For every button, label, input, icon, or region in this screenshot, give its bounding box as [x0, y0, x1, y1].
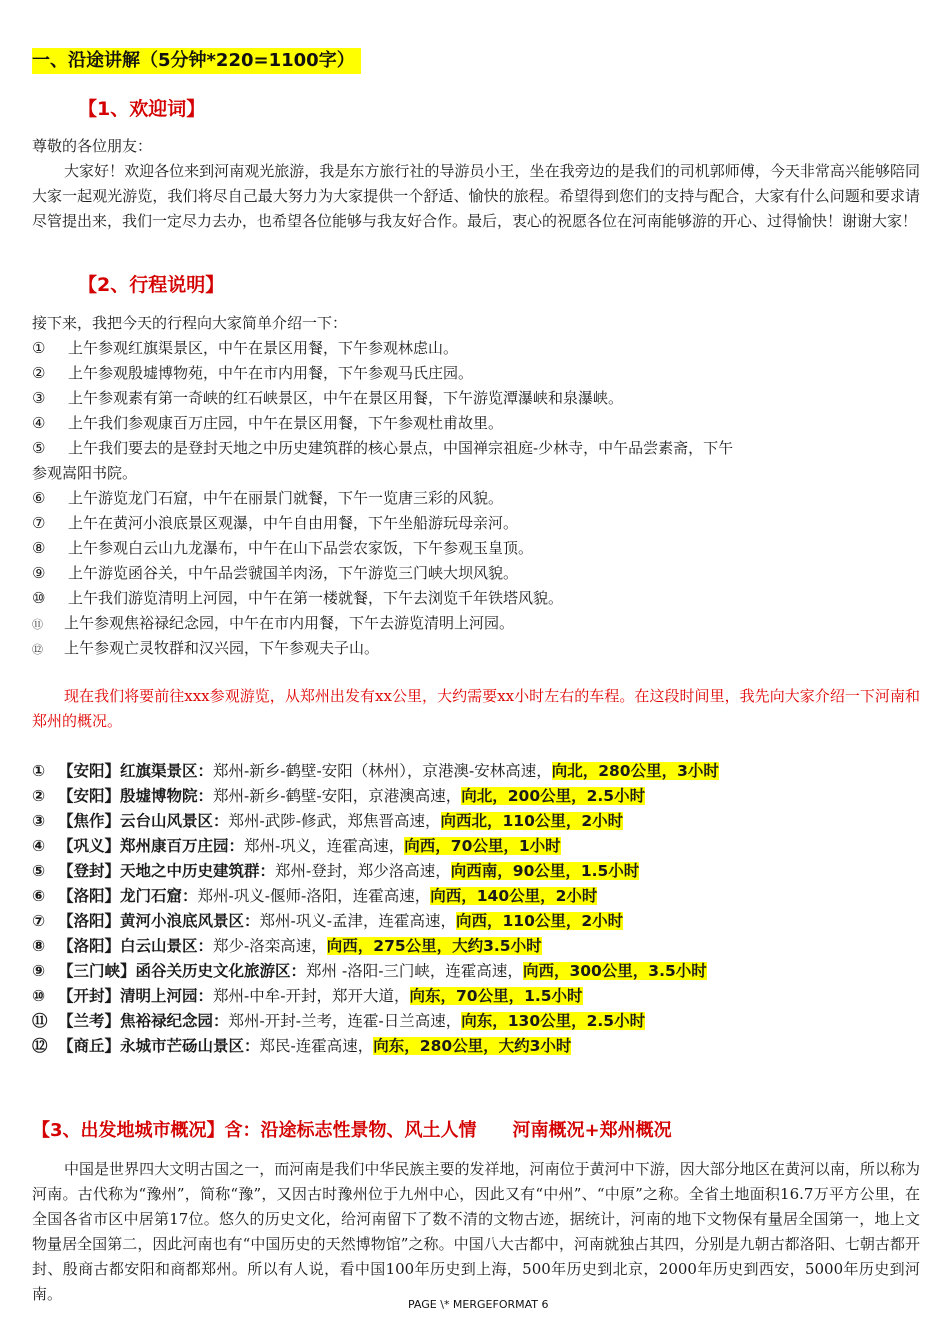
itinerary-item: ① 上午参观红旗渠景区，中午在景区用餐，下午参观林虑山。: [32, 339, 459, 357]
transition-text: 现在我们将要前往xxx参观游览，从郑州出发有xx公里，大约需要xx小时左右的车程。在这段时间里，我先向大家介绍一下河南和郑州的概况。: [32, 687, 920, 730]
welcome-title: 【1、欢迎词】: [78, 98, 206, 120]
welcome-text: [32, 134, 920, 234]
itinerary-item: ⑩ 上午我们游览清明上河园，中午在第一楼就餐，下午去浏览千年铁塔风貌。: [32, 589, 564, 607]
route-item: ⑤ 【登封】天地之中历史建筑群：郑州-登封，郑少洛高速，向西南，90公里，1.5小时: [32, 861, 640, 880]
route-item: ⑪ 【兰考】焦裕禄纪念园：郑州-开封-兰考，连霍-日兰高速，向东，130公里，2.5小时: [32, 1011, 646, 1030]
route-item: ④ 【巩义】郑州康百万庄园：郑州-巩义，连霍高速，向西，70公里，1小时: [32, 836, 561, 855]
itinerary-item: ⑤ 上午我们要去的是登封天地之中历史建筑群的核心景点，中国禅宗祖庭-少林寺，中午品尝素斋，下午: [32, 439, 734, 457]
itinerary-item: ⑫ 上午参观亡灵牧群和汉兴园，下午参观夫子山。: [32, 639, 380, 657]
itinerary-item: ③ 上午参观素有第一奇峡的红石峡景区，中午在景区用餐，下午游览潭瀑峡和泉瀑峡。: [32, 389, 624, 407]
itinerary-item: ⑧ 上午参观白云山九龙瀑布，中午在山下品尝农家饭，下午参观玉皇顶。: [32, 539, 534, 557]
itinerary-intro: 接下来，我把今天的行程向大家简单介绍一下：: [32, 314, 348, 332]
route-item: ② 【安阳】殷墟博物院：郑州-新乡-鹤壁-安阳，京港澳高速，向北，200公里，2.5小时: [32, 786, 646, 805]
section-heading-1: 一、沿途讲解（5分钟*220=1100字）: [32, 48, 361, 74]
itinerary-item: ⑥ 上午游览龙门石窟，中午在丽景门就餐，下午一览唐三彩的风貌。: [32, 489, 504, 507]
route-item: ⑧ 【洛阳】白云山景区：郑少-洛栾高速，向西，275公里，大约3.5小时: [32, 936, 542, 955]
overview-title: 【3、出发地城市概况】含：沿途标志性景物、风土人情 河南概况+郑州概况: [32, 1120, 672, 1141]
overview-text: 中国是世界四大文明古国之一，而河南是我们中华民族主要的发祥地，河南位于黄河中下游，因大部分地区在黄河以南，所以称为河南。古代称为“豫州”，简称“豫”，又因古时豫州位于九州中心，因此又有“中州”、“中原”之称。全省土地面积16.7万平方公里，在全国各省市区中居第17位。悠久的历史文化，给河南留下了数不清的文物古迹，据统计，河南的地下文物保有量居全国第一，地上文物量居全国第二，因此河南也有“中国历史的天然博物馆”之称。中国八大古都中，河南就独占其四，分别是九朝古都洛阳、七朝古都开封、殷商古都安阳和商都郑州。所以有人说，看中国100年历史到上海，500年历史到北京，2000年历史到西安，5000年历史到河南。: [32, 1160, 920, 1303]
route-item: ⑥ 【洛阳】龙门石窟：郑州-巩义-偃师-洛阳，连霍高速，向西，140公里，2小时: [32, 886, 598, 905]
itinerary-title: 【2、行程说明】: [78, 274, 225, 296]
itinerary-item: ⑨ 上午游览函谷关，中午品尝虢国羊肉汤，下午游览三门峡大坝风貌。: [32, 564, 519, 582]
welcome-body: 大家好！欢迎各位来到河南观光旅游，我是东方旅行社的导游员小王，坐在我旁边的是我们的司机郭师傅，今天非常高兴能够陪同大家一起观光游览，我们将尽自己最大努力为大家提供一个舒适、愉快的旅程。希望得到您们的支持与配合，大家有什么问题和要求请尽管提出来，我们一定尽力去办，也希望各位能够与我友好合作。最后，衷心的祝愿各位在河南能够游的开心、过得愉快！谢谢大家！: [32, 162, 920, 230]
page-footer: PAGE \* MERGEFORMAT 6: [408, 1298, 549, 1311]
route-item: ③ 【焦作】云台山风景区：郑州-武陟-修武，郑焦晋高速，向西北，110公里，2小时: [32, 811, 624, 830]
route-item: ⑫ 【商丘】永城市芒砀山景区：郑民-连霍高速，向东，280公里，大约3小时: [32, 1036, 572, 1055]
itinerary-item: ⑪ 上午参观焦裕禄纪念园，中午在市内用餐，下午去游览清明上河园。: [32, 614, 515, 632]
overview-title-2: 河南概况+郑州概况: [512, 1120, 672, 1141]
itinerary-item: ④ 上午我们参观康百万庄园，中午在景区用餐，下午参观杜甫故里。: [32, 414, 504, 432]
route-item: ⑩ 【开封】清明上河园：郑州-中牟-开封，郑开大道，向东，70公里，1.5小时: [32, 986, 583, 1005]
route-item: ① 【安阳】红旗渠景区：郑州-新乡-鹤壁-安阳（林州），京港澳-安林高速，向北，280公里，3小时: [32, 761, 719, 780]
itinerary-item: ② 上午参观殷墟博物苑，中午在市内用餐，下午参观马氏庄园。: [32, 364, 474, 382]
welcome-greeting: 尊敬的各位朋友：: [32, 137, 153, 155]
route-item: ⑦ 【洛阳】黄河小浪底风景区：郑州-巩义-孟津，连霍高速，向西，110公里，2小时: [32, 911, 624, 930]
itinerary-item-continuation: 参观嵩阳书院。: [32, 464, 138, 482]
route-item: ⑨ 【三门峡】函谷关历史文化旅游区：郑州 -洛阳-三门峡，连霍高速，向西，300公里，3.5小时: [32, 961, 707, 980]
itinerary-item: ⑦ 上午在黄河小浪底景区观瀑，中午自由用餐，下午坐船游玩母亲河。: [32, 514, 519, 532]
